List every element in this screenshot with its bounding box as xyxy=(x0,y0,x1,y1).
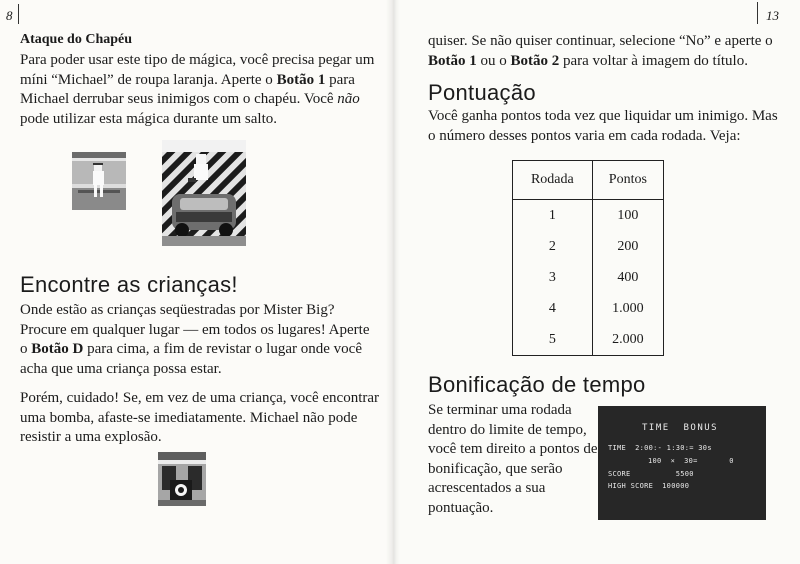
round-cell: 1 xyxy=(513,200,593,232)
text-line: bonificação, que serão xyxy=(428,460,563,477)
bonus-screen-score-row: SCORE 5500 xyxy=(608,470,694,478)
text-span: Michael derrubar seus inimigos com o chapéu. Você xyxy=(20,91,338,107)
text-line: acha que uma criança possa estar. xyxy=(20,360,222,377)
find-children-text xyxy=(20,301,380,379)
text-span: para voltar à imagem do título. xyxy=(559,52,748,69)
button-ref: Botão 1 xyxy=(428,52,477,69)
column-header-points: Pontos xyxy=(592,161,663,200)
table-row xyxy=(513,262,664,293)
text-line: pode utilizar esta mágica durante um salto. xyxy=(20,110,277,127)
mini-michael-sprite-image xyxy=(72,152,126,210)
text-line xyxy=(20,90,380,110)
score-table xyxy=(512,160,664,356)
text-line: você tem direito a pontos de xyxy=(428,441,598,457)
text-line: acrescentados a sua xyxy=(428,480,546,496)
text-line: Onde estão as crianças seqüestradas por Mister Big? xyxy=(20,302,335,318)
bomb-warning-text xyxy=(20,389,380,448)
text-line xyxy=(428,52,788,72)
points-cell: 100 xyxy=(592,200,663,232)
hat-attack-heading: Ataque do Chapéu xyxy=(20,32,133,47)
find-children-heading: Encontre as crianças! xyxy=(20,272,238,297)
round-cell: 4 xyxy=(513,293,593,324)
time-bonus-screenshot xyxy=(598,406,766,520)
text-line: pontuação. xyxy=(428,499,494,516)
table-row xyxy=(513,293,664,324)
hat-attack-text xyxy=(20,51,380,129)
round-cell: 2 xyxy=(513,231,593,262)
table-row xyxy=(513,200,664,232)
text-span: para cima, a fim de revistar o lugar onde você xyxy=(83,341,362,357)
text-line: Procure em qualquer lugar — em todos os lugares! Aperte xyxy=(20,321,370,338)
text-span: o xyxy=(20,341,32,357)
points-cell: 200 xyxy=(592,231,663,262)
bonus-screen-calc-row: 100 × 30= 0 xyxy=(648,457,734,465)
text-line: quiser. Se não quiser continuar, selecione “No” e aperte o xyxy=(428,33,773,49)
table-row xyxy=(513,231,664,262)
page-number-right: 13 xyxy=(766,8,779,23)
book-spine xyxy=(386,0,400,564)
bomb-screenshot xyxy=(158,452,206,506)
time-bonus-text xyxy=(428,401,598,518)
points-cell: 2.000 xyxy=(592,324,663,356)
page-number-left: 8 xyxy=(6,8,13,23)
text-line: uma bomba, afaste-se imediatamente. Michael não pode xyxy=(20,409,358,426)
bonus-screen-high-score-row: HIGH SCORE 100000 xyxy=(608,482,690,490)
text-line: resistir a uma explosão. xyxy=(20,429,162,445)
points-cell: 1.000 xyxy=(592,293,663,324)
page-number-rule-right xyxy=(757,2,758,24)
column-header-round: Rodada xyxy=(513,161,593,200)
table-header-row xyxy=(513,161,664,200)
round-cell: 5 xyxy=(513,324,593,356)
bonus-screen-title: TIME BONUS xyxy=(642,423,719,433)
text-line: Porém, cuidado! Se, em vez de uma criança, você encontrar xyxy=(20,390,380,406)
button-ref: Botão 2 xyxy=(510,52,560,69)
bonus-screen-time-row: TIME 2:00:- 1:30:= 30s xyxy=(608,444,712,452)
button-ref: Botão 1 xyxy=(276,71,326,88)
text-line: Você ganha pontos toda vez que liquidar um inimigo. Mas xyxy=(428,108,778,124)
text-line xyxy=(20,71,380,91)
points-cell: 400 xyxy=(592,262,663,293)
text-span: míni “Michael” de roupa laranja. Aperte o xyxy=(20,71,277,88)
round-cell: 3 xyxy=(513,262,593,293)
hat-attack-screenshot xyxy=(162,140,246,246)
time-bonus-heading: Bonificação de tempo xyxy=(428,372,646,397)
text-line xyxy=(20,340,380,360)
text-line: Para poder usar este tipo de mágica, você precisa pegar um xyxy=(20,52,375,68)
text-line: dentro do limite de tempo, xyxy=(428,421,587,438)
continue-text xyxy=(428,32,788,71)
emphasis: não xyxy=(337,91,360,107)
table-row xyxy=(513,324,664,356)
text-line: Se terminar uma rodada xyxy=(428,402,572,418)
page-number-rule-left xyxy=(18,4,19,24)
button-ref: Botão D xyxy=(31,341,84,357)
text-span: ou o xyxy=(476,52,511,69)
text-span: para xyxy=(325,71,355,88)
scoring-text xyxy=(428,107,788,146)
scoring-heading: Pontuação xyxy=(428,80,536,105)
text-line: o número desses pontos varia em cada rodada. Veja: xyxy=(428,127,741,144)
